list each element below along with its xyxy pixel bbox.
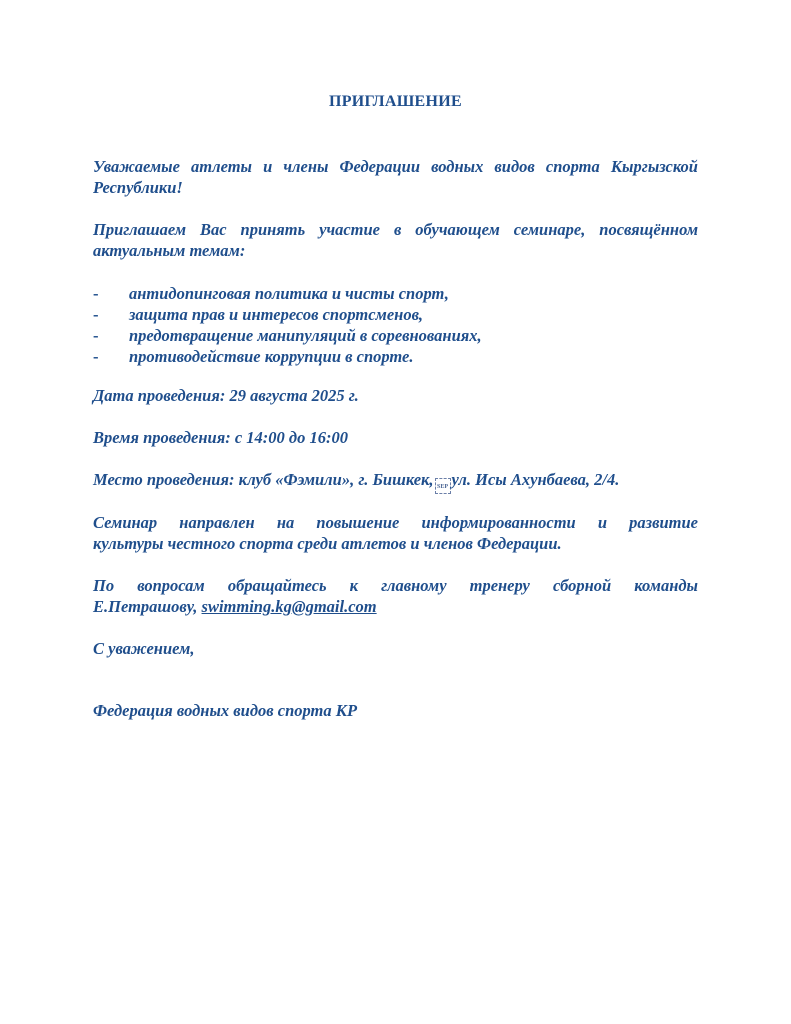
- purpose-line-1: Семинар направлен на повышение информированности и развитие: [93, 513, 698, 532]
- invite-paragraph: [93, 219, 698, 261]
- contact-name: Е.Петрашову,: [93, 597, 198, 616]
- list-bullet: -: [93, 305, 99, 324]
- contact-paragraph: [93, 575, 698, 617]
- list-bullet: -: [93, 347, 99, 366]
- event-place-before: Место проведения: клуб «Фэмили», г. Бишкек,: [93, 470, 434, 489]
- event-date: Дата проведения: 29 августа 2025 г.: [93, 386, 359, 405]
- event-place-after: ул. Исы Ахунбаева, 2/4.: [451, 470, 620, 489]
- separator-glyph-icon: SEP: [435, 478, 451, 494]
- list-item: [93, 304, 482, 325]
- list-item-text: защита прав и интересов спортсменов,: [129, 305, 424, 324]
- list-item: [93, 325, 482, 346]
- contact-line-1: По вопросам обращайтесь к главному тренеру сборной команды: [93, 576, 698, 595]
- purpose-paragraph: [93, 512, 698, 554]
- purpose-line-2: культуры честного спорта среди атлетов и членов Федерации.: [93, 534, 562, 553]
- event-time: Время проведения: с 14:00 до 16:00: [93, 428, 348, 447]
- greeting-line-1: Уважаемые атлеты и члены Федерации водных видов спорта Кыргызской: [93, 157, 698, 176]
- list-item: [93, 346, 482, 367]
- topics-list: [93, 283, 482, 367]
- greeting-paragraph: [93, 156, 698, 198]
- list-bullet: -: [93, 326, 99, 345]
- list-item: [93, 283, 482, 304]
- list-bullet: -: [93, 284, 99, 303]
- list-item-text: предотвращение манипуляций в соревнованиях,: [129, 326, 482, 345]
- list-item-text: противодействие коррупции в спорте.: [129, 347, 414, 366]
- list-item-text: антидопинговая политика и чисты спорт,: [129, 284, 449, 303]
- invite-line-1: Приглашаем Вас принять участие в обучающем семинаре, посвящённом: [93, 220, 698, 239]
- invite-line-2: актуальным темам:: [93, 241, 246, 260]
- signature-text: Федерация водных видов спорта КР: [93, 701, 358, 720]
- document-title: ПРИГЛАШЕНИЕ: [328, 93, 462, 110]
- greeting-line-2: Республики!: [93, 178, 183, 197]
- contact-email-link[interactable]: swimming.kg@gmail.com: [201, 597, 377, 616]
- closing-text: С уважением,: [93, 639, 195, 658]
- event-place: [93, 469, 698, 494]
